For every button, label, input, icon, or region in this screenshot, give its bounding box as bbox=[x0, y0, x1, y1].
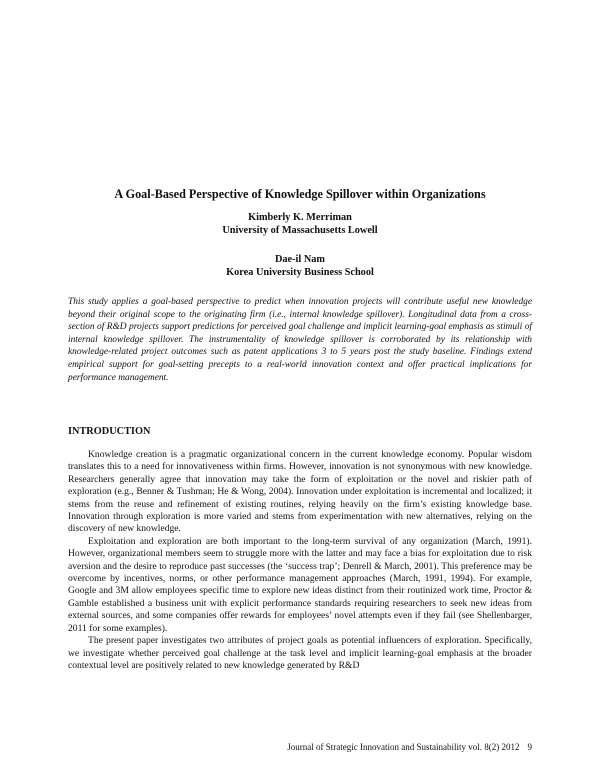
page-footer bbox=[287, 742, 532, 753]
abstract: This study applies a goal-based perspective to predict when innovation projects will contribute useful new knowledge beyond their original scope to the originating firm (i.e., internal knowledge spillover). Longitudinal data from a cross-section of R&D projects support predictions for perceived goal challenge and implicit learning-goal emphasis as stimuli of internal knowledge spillover. The instrumentality of knowledge spillover is corroborated by its relationship with knowledge-related project outcomes such as patent applications 3 to 5 years post the study baseline. Findings extend empirical support for goal-setting precepts to a real-world innovation context and offer practical implications for performance management. bbox=[68, 297, 532, 383]
author-block-1 bbox=[60, 211, 540, 237]
paragraph-3: The present paper investigates two attributes of project goals as potential influencers of exploration. Specifically, we investigate whether perceived goal challenge at the task level and implicit learning-goal emphasis at the broader contextual level are positively related to new knowledge generated by R&D bbox=[68, 635, 532, 671]
author-name-2: Dae-il Nam bbox=[274, 254, 326, 265]
paper-title: A Goal-Based Perspective of Knowledge Spillover within Organizations bbox=[114, 187, 486, 202]
introduction-body bbox=[68, 449, 532, 672]
author-block-2 bbox=[60, 253, 540, 279]
author-affiliation-1: University of Massachusetts Lowell bbox=[222, 225, 378, 236]
journal-citation: Journal of Strategic Innovation and Sustainability vol. 8(2) 2012 bbox=[287, 742, 520, 752]
paragraph-1: Knowledge creation is a pragmatic organizational concern in the current knowledge economy. Popular wisdom translates this to a need for innovativeness within firms. However, innovation is not synonymous with new knowledge. Researchers generally agree that innovation may take the form of exploitation or the novel and riskier path of exploration (e.g., Benner & Tushman; He & Wong, 2004). Innovation under exploitation is incremental and localized; it stems from the reuse and refinement of existing routines, relying heavily on the firm’s existing knowledge base. Innovation through exploration is more varied and stems from experimentation with new alternatives, relying on the discovery of new knowledge. bbox=[68, 449, 532, 535]
author-affiliation-2: Korea University Business School bbox=[226, 267, 374, 278]
paragraph-2: Exploitation and exploration are both important to the long-term survival of any organization (March, 1991). However, organizational members seem to struggle more with the latter and may face a bias for exploitation due to risk aversion and the desire to reproduce past successes (the ‘success trap’; Denrell & March, 2001). This preference may be overcome by incentives, norms, or other performance management approaches (March, 1991, 1994). For example, Google and 3M allow employees specific time to explore new ideas distinct from their routinized work time, Proctor & Gamble established a business unit with explicit performance standards requiring researchers to seek new ideas from external sources, and some companies offer rewards for employees’ novel attempts even if they fail (see Shellenbarger, 2011 for some examples). bbox=[68, 535, 532, 634]
author-name-1: Kimberly K. Merriman bbox=[248, 212, 352, 223]
section-heading-introduction: INTRODUCTION bbox=[68, 426, 151, 437]
page-number: 9 bbox=[527, 742, 532, 752]
